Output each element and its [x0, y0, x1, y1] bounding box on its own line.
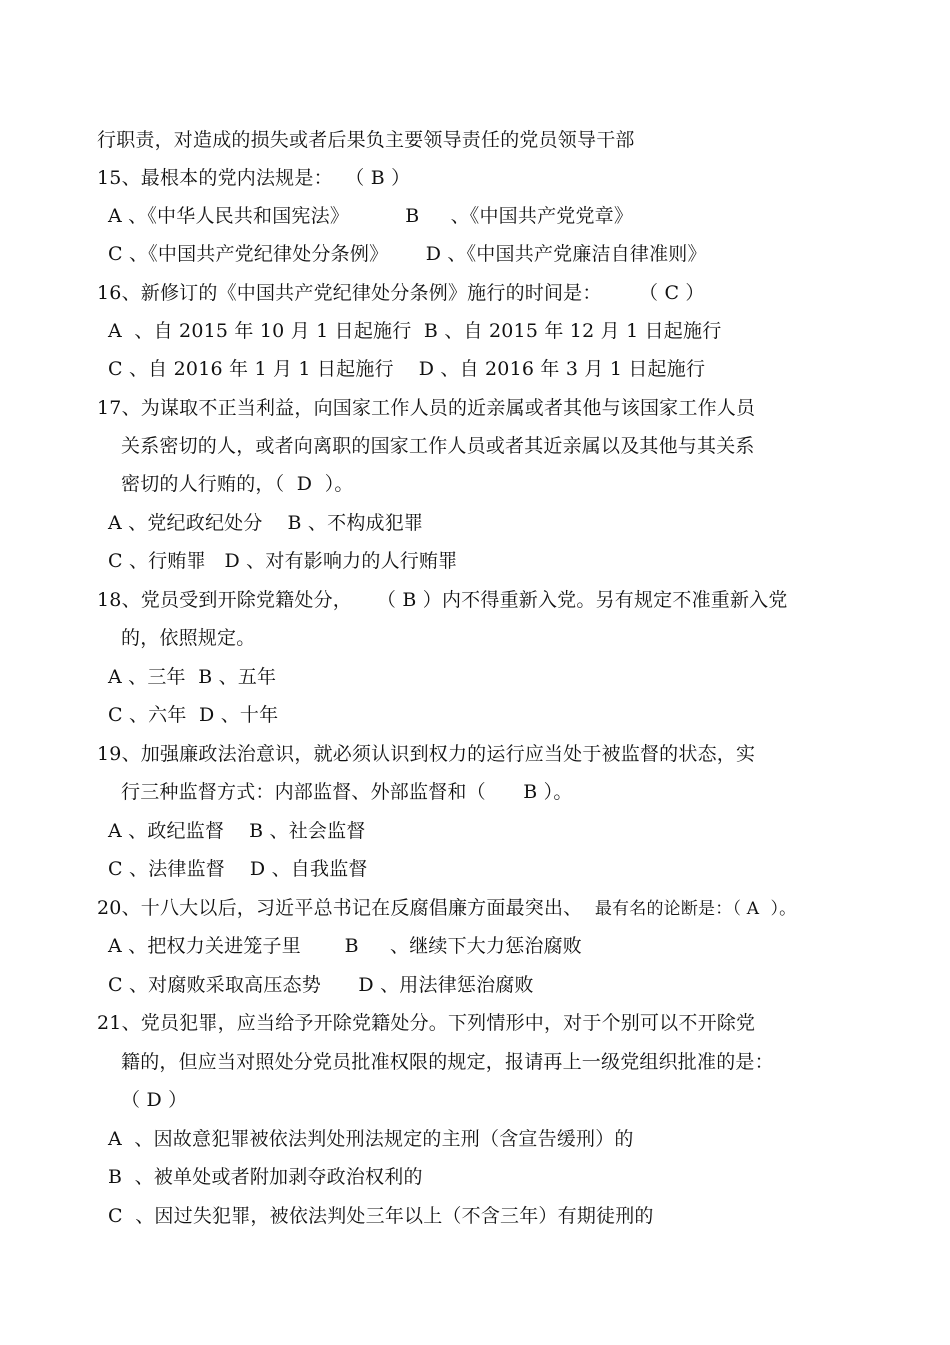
question-21: 21、党员犯罪，应当给予开除党籍处分。下列情形中，对于个别可以不开除党	[97, 1012, 756, 1034]
option-line: A 、政纪监督 B 、社会监督	[108, 820, 366, 842]
option-line: B 、被单处或者附加剥夺政治权利的	[108, 1166, 423, 1188]
question-continuation: 籍的，但应当对照处分党员批准权限的规定，报请再上一级党组织批准的是：	[121, 1051, 774, 1073]
option-line: C 、对腐败采取高压态势 D 、用法律惩治腐败	[108, 974, 534, 996]
question-20-text: 20、十八大以后，习近平总书记在反腐倡廉方面最突出、	[97, 897, 595, 919]
question-continuation: 关系密切的人，或者向离职的国家工作人员或者其近亲属以及其他与其关系	[121, 435, 755, 457]
option-line: A 、把权力关进笼子里 B 、继续下大力惩治腐败	[108, 935, 582, 957]
option-line: C 、因过失犯罪，被依法判处三年以上（不含三年）有期徒刑的	[108, 1205, 654, 1227]
option-line: A 、自 2015 年 10 月 1 日起施行 B 、自 2015 年 12 月 1 日起施行	[108, 320, 722, 342]
option-line: A 、党纪政纪处分 B 、不构成犯罪	[108, 512, 424, 534]
question-15: 15、最根本的党内法规是： （ B ）	[97, 167, 411, 189]
question-20	[97, 895, 796, 922]
option-line: A 、三年 B 、五年	[108, 666, 277, 688]
option-line: C 、六年 D 、十年	[108, 704, 279, 726]
question-20-tail: 最有名的论断是：（ A ）。	[594, 899, 797, 919]
option-line: C 、行贿罪 D 、对有影响力的人行贿罪	[108, 550, 458, 572]
option-line: C 、自 2016 年 1 月 1 日起施行 D 、自 2016 年 3 月 1 日起施行	[108, 358, 706, 380]
question-19: 19、加强廉政法治意识，就必须认识到权力的运行应当处于被监督的状态，实	[97, 743, 756, 765]
text-line: 行职责，对造成的损失或者后果负主要领导责任的党员领导干部	[97, 129, 635, 151]
option-line: A 、《中华人民共和国宪法》 B 、《中国共产党党章》	[108, 205, 634, 227]
option-line: A 、因故意犯罪被依法判处刑法规定的主刑（含宣告缓刑）的	[108, 1128, 634, 1150]
question-continuation: 密切的人行贿的，（ D ）。	[121, 473, 354, 495]
option-line: C 、法律监督 D 、自我监督	[108, 858, 368, 880]
option-line: C 、《中国共产党纪律处分条例》 D 、《中国共产党廉洁自律准则》	[108, 243, 707, 265]
question-continuation: （ D ）	[121, 1089, 188, 1111]
question-continuation: 的，依照规定。	[121, 627, 256, 649]
question-17: 17、为谋取不正当利益，向国家工作人员的近亲属或者其他与该国家工作人员	[97, 397, 756, 419]
question-continuation: 行三种监督方式：内部监督、外部监督和（ B ）。	[121, 781, 573, 803]
question-18: 18、党员受到开除党籍处分， （ B ）内不得重新入党。另有规定不准重新入党	[97, 589, 788, 611]
question-16: 16、新修订的《中国共产党纪律处分条例》施行的时间是： （ C ）	[97, 282, 705, 304]
